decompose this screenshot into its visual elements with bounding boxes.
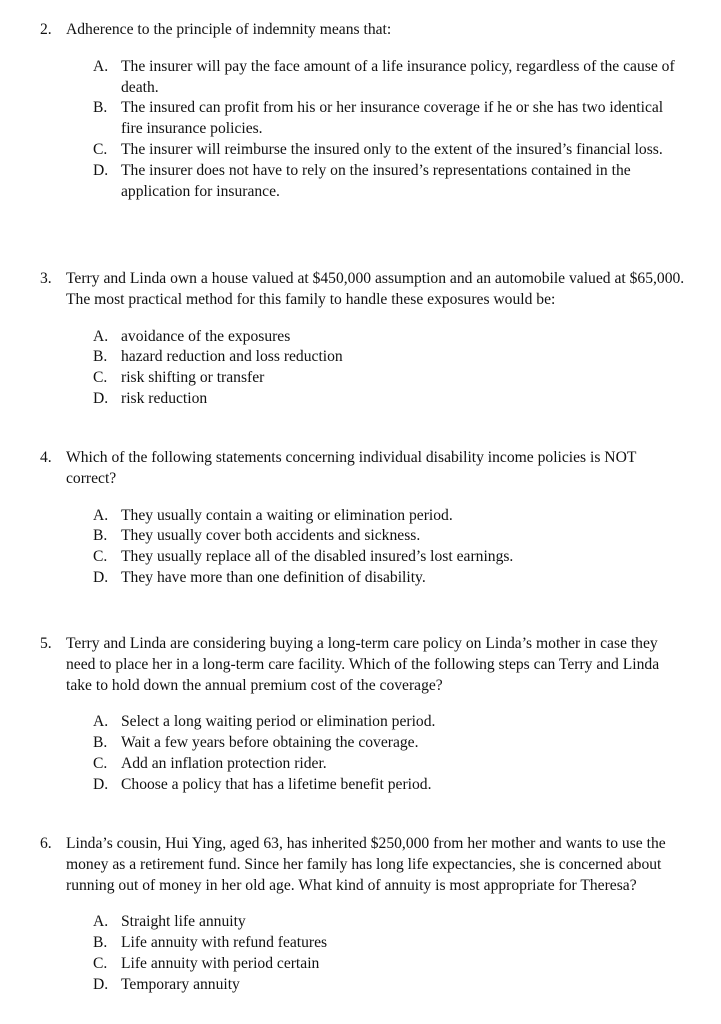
option-c xyxy=(0,954,721,975)
question-number: 5. xyxy=(40,635,52,652)
question-5 xyxy=(0,634,721,796)
question-3 xyxy=(0,269,721,410)
option-letter: C. xyxy=(93,140,108,158)
question-text: Terry and Linda own a house valued at $450,000 assumption and an automobile valued at $65,000. The most practical method for this family to handle these exposures would be: xyxy=(66,270,685,308)
option-d xyxy=(0,161,721,203)
option-letter: D. xyxy=(93,975,109,993)
option-letter: B. xyxy=(93,99,108,117)
option-a xyxy=(0,912,721,933)
option-list xyxy=(0,57,721,203)
option-text: Select a long waiting period or elimination period. xyxy=(121,713,436,731)
option-letter: A. xyxy=(93,327,109,345)
option-c xyxy=(0,547,721,568)
option-d xyxy=(0,389,721,410)
option-text: Life annuity with refund features xyxy=(121,934,328,952)
option-text: risk reduction xyxy=(121,389,208,407)
option-text: risk shifting or transfer xyxy=(121,369,265,387)
option-letter: C. xyxy=(93,369,108,387)
option-d xyxy=(0,775,721,796)
option-letter: B. xyxy=(93,734,108,752)
option-text: They usually cover both accidents and sickness. xyxy=(121,527,421,545)
question-4 xyxy=(0,448,721,589)
option-text: Temporary annuity xyxy=(121,975,240,993)
question-text: Adherence to the principle of indemnity means that: xyxy=(66,21,392,38)
option-text: Wait a few years before obtaining the coverage. xyxy=(121,734,419,752)
option-letter: A. xyxy=(93,57,109,75)
option-text: Add an inflation protection rider. xyxy=(121,754,327,772)
option-text: hazard reduction and loss reduction xyxy=(121,348,343,366)
question-number: 4. xyxy=(40,449,52,466)
question-6 xyxy=(0,834,721,996)
option-text: The insured can profit from his or her insurance coverage if he or she has two identical fire insurance policies. xyxy=(121,99,664,138)
question-number: 2. xyxy=(40,21,52,38)
option-letter: D. xyxy=(93,568,109,586)
question-text: Which of the following statements concerning individual disability income policies is NOT correct? xyxy=(66,449,637,487)
question-2 xyxy=(0,20,721,202)
option-text: avoidance of the exposures xyxy=(121,327,291,345)
option-letter: A. xyxy=(93,506,109,524)
option-a xyxy=(0,712,721,733)
option-text: They usually contain a waiting or elimination period. xyxy=(121,506,453,524)
option-list xyxy=(0,712,721,795)
question-text: Terry and Linda are considering buying a long-term care policy on Linda’s mother in case they need to place her in a long-term care facility. Which of the following steps can Terry and Linda take to hold down the annual premium cost of the coverage? xyxy=(66,635,660,694)
option-letter: C. xyxy=(93,954,108,972)
question-text: Linda’s cousin, Hui Ying, aged 63, has inherited $250,000 from her mother and wants to use the money as a retirement fund. Since her family has long life expectancies, she is concerned about running out of money in her old age. What kind of annuity is most appropriate for Theresa? xyxy=(66,835,666,894)
option-b xyxy=(0,733,721,754)
option-letter: B. xyxy=(93,348,108,366)
option-letter: D. xyxy=(93,775,109,793)
option-text: The insurer will reimburse the insured only to the extent of the insured’s financial loss. xyxy=(121,140,663,158)
option-text: Choose a policy that has a lifetime benefit period. xyxy=(121,775,432,793)
option-letter: B. xyxy=(93,527,108,545)
question-number: 6. xyxy=(40,835,52,852)
option-d xyxy=(0,975,721,996)
option-c xyxy=(0,368,721,389)
option-text: The insurer will pay the face amount of a life insurance policy, regardless of the cause of death. xyxy=(121,57,675,96)
option-letter: A. xyxy=(93,713,109,731)
option-list xyxy=(0,912,721,995)
option-a xyxy=(0,506,721,527)
option-a xyxy=(0,327,721,348)
option-b xyxy=(0,347,721,368)
option-c xyxy=(0,140,721,161)
option-letter: D. xyxy=(93,389,109,407)
option-letter: C. xyxy=(93,754,108,772)
option-c xyxy=(0,754,721,775)
option-text: They usually replace all of the disabled insured’s lost earnings. xyxy=(121,548,514,566)
option-d xyxy=(0,568,721,589)
option-text: Straight life annuity xyxy=(121,913,246,931)
option-a xyxy=(0,57,721,99)
option-b xyxy=(0,933,721,954)
option-list xyxy=(0,506,721,589)
option-letter: C. xyxy=(93,548,108,566)
option-letter: D. xyxy=(93,161,109,179)
option-text: The insurer does not have to rely on the insured’s representations contained in the application for insurance. xyxy=(121,161,631,200)
option-letter: A. xyxy=(93,913,109,931)
option-text: Life annuity with period certain xyxy=(121,954,320,972)
option-b xyxy=(0,526,721,547)
option-list xyxy=(0,327,721,410)
option-letter: B. xyxy=(93,934,108,952)
question-number: 3. xyxy=(40,270,52,287)
option-b xyxy=(0,98,721,140)
option-text: They have more than one definition of disability. xyxy=(121,568,426,586)
